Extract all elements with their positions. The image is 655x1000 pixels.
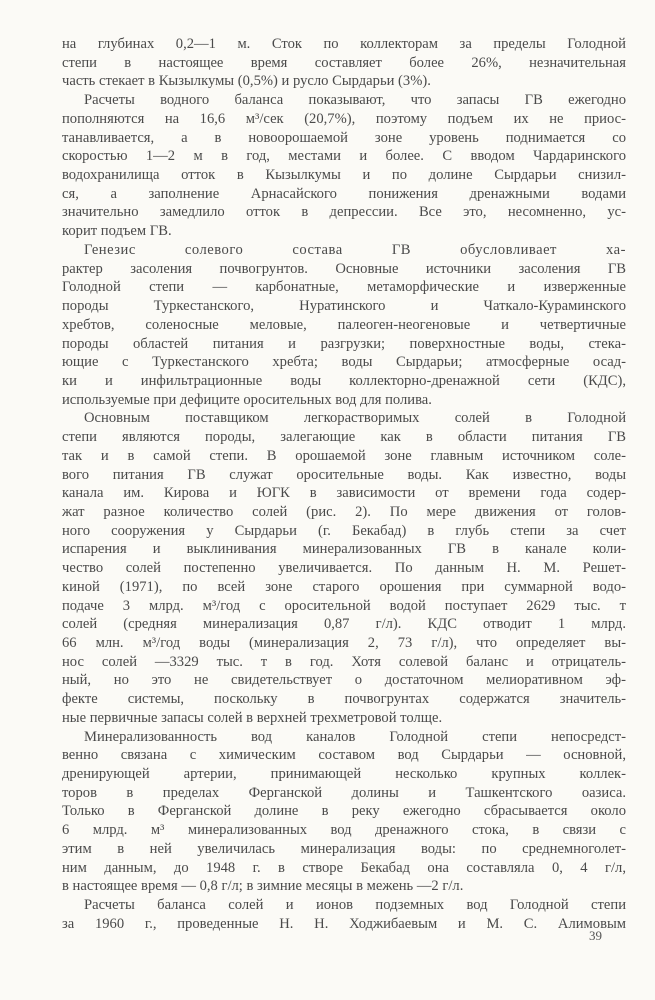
text-line: вого питания ГВ служат оросительные воды. Как известно, воды xyxy=(62,466,626,483)
text-line: солей (средняя минерализация 0,87 г/л). КДС отводит 1 млрд. xyxy=(62,616,626,633)
text-line: так и в самой степи. В орошаемой зоне главным источником соле- xyxy=(62,447,626,464)
text-line: ся, а заполнение Арнасайского понижения дренажными водами xyxy=(62,185,626,202)
page-number: 39 xyxy=(589,928,602,943)
text-line: испарения и выклинивания минерализованных ГВ в канале коли- xyxy=(62,541,626,558)
text-line: скоростью 1—2 м в год, местами и более. С вводом Чардаринского xyxy=(62,148,626,165)
text-line: рактер засоления почвогрунтов. Основные источники засоления ГВ xyxy=(62,260,626,277)
text-line: в настоящее время — 0,8 г/л; в зимние месяцы в межень —2 г/л. xyxy=(62,878,464,895)
text-line: Минерализованность вод каналов Голодной степи непосредст- xyxy=(84,728,626,745)
text-line: танавливается, а в новоорошаемой зоне уровень поднимается со xyxy=(62,129,626,146)
text-line: водохранилища отток в Кызылкумы и по долине Сырдарьи снизил- xyxy=(62,167,626,184)
text-line: подаче 3 млрд. м³/год с оросительной водой поступает 2629 тыс. т xyxy=(62,597,626,614)
text-line: Расчеты баланса солей и ионов подземных вод Голодной степи xyxy=(84,897,626,914)
text-line: Генезис солевого состава ГВ обусловливает ха- xyxy=(84,241,626,258)
text-line: за 1960 г., проведенные Н. Н. Ходжибаевым и М. С. Алимовым xyxy=(62,915,626,932)
text-line: ки и инфильтрационные воды коллекторно-дренажной сети (КДС), xyxy=(62,372,626,389)
text-line: значительно замедлило отток в депрессии. Все это, несомненно, ус- xyxy=(62,204,626,221)
text-line: дренирующей артерии, принимающей несколько крупных коллек- xyxy=(62,766,626,783)
text-line: корит подъем ГВ. xyxy=(62,223,172,240)
text-line: породы Туркестанского, Нуратинского и Чаткало-Кураминского xyxy=(62,298,626,315)
text-line: 66 млн. м³/год воды (минерализация 2, 73 г/л), что определяет вы- xyxy=(62,635,626,651)
text-line: степи в настоящее время составляет более 26%, незначительная xyxy=(62,54,626,71)
text-line: 6 млрд. м³ минерализованных вод дренажного стока, в связи с xyxy=(62,822,626,839)
text-line: Только в Ферганской долине в реку ежегодно сбрасывается около xyxy=(62,803,626,820)
text-line: ного сооружения у Сырдарьи (г. Бекабад) в глубь степи за счет xyxy=(62,522,626,539)
text-line: ним данным, до 1948 г. в створе Бекабад она составляла 0, 4 г/л, xyxy=(62,859,626,876)
text-line: киной (1971), по всей зоне старого орошения при суммарной водо- xyxy=(62,578,626,595)
text-line: породы областей питания и разгрузки; поверхностные воды, стека- xyxy=(62,335,626,352)
text-line: жат разное количество солей (рис. 2). По мере движения от голов- xyxy=(62,503,626,520)
text-line: канала им. Кирова и ЮГК в зависимости от времени года содер- xyxy=(62,485,626,502)
body-text xyxy=(62,35,626,934)
text-line: Голодной степи — карбонатные, метаморфические и изверженные xyxy=(62,279,626,296)
text-line: степи являются породы, залегающие как в области питания ГВ xyxy=(62,429,626,446)
text-line: фекте системы, поскольку в почвогрунтах содержатся значитель- xyxy=(62,691,626,708)
text-line: ющие с Туркестанского хребта; воды Сырдарьи; атмосферные осад- xyxy=(62,354,626,371)
paragraph xyxy=(62,35,626,91)
text-line: нос солей —3329 тыс. т в год. Хотя солевой баланс и отрицатель- xyxy=(62,653,626,670)
text-line: пополняются на 16,6 м³/сек (20,7%), поэтому подъем их не приос- xyxy=(62,110,626,127)
paragraph xyxy=(62,728,626,896)
text-line: хребтов, соленосные меловые, палеоген-неогеновые и четвертичные xyxy=(62,316,626,333)
text-line: Основным поставщиком легкорастворимых солей в Голодной xyxy=(84,410,626,427)
text-line: торов в пределах Ферганской долины и Ташкентского оазиса. xyxy=(62,784,626,801)
text-line: ный, но это не свидетельствует о достаточном мелиоративном эф- xyxy=(62,672,626,689)
text-line: венно связана с химическим составом вод Сырдарьи — основной, xyxy=(62,747,626,764)
text-line: этим в ней увеличилась минерализация воды: по среднемноголет- xyxy=(62,840,626,857)
text-line: Расчеты водного баланса показывают, что запасы ГВ ежегодно xyxy=(84,92,626,109)
text-line: часть стекает в Кызылкумы (0,5%) и русло Сырдарьи (3%). xyxy=(62,73,431,90)
text-line: чество солей постепенно увеличивается. По данным Н. М. Решет- xyxy=(62,560,626,577)
paragraph xyxy=(62,241,626,409)
text-line: используемые при дефиците оросительных вод для полива. xyxy=(62,391,432,408)
text-line: ные первичные запасы солей в верхней трехметровой толще. xyxy=(62,709,443,726)
paragraph xyxy=(62,409,626,727)
paragraph xyxy=(62,896,626,933)
text-line: на глубинах 0,2—1 м. Сток по коллекторам за пределы Голодной xyxy=(62,36,626,52)
paragraph xyxy=(62,91,626,241)
